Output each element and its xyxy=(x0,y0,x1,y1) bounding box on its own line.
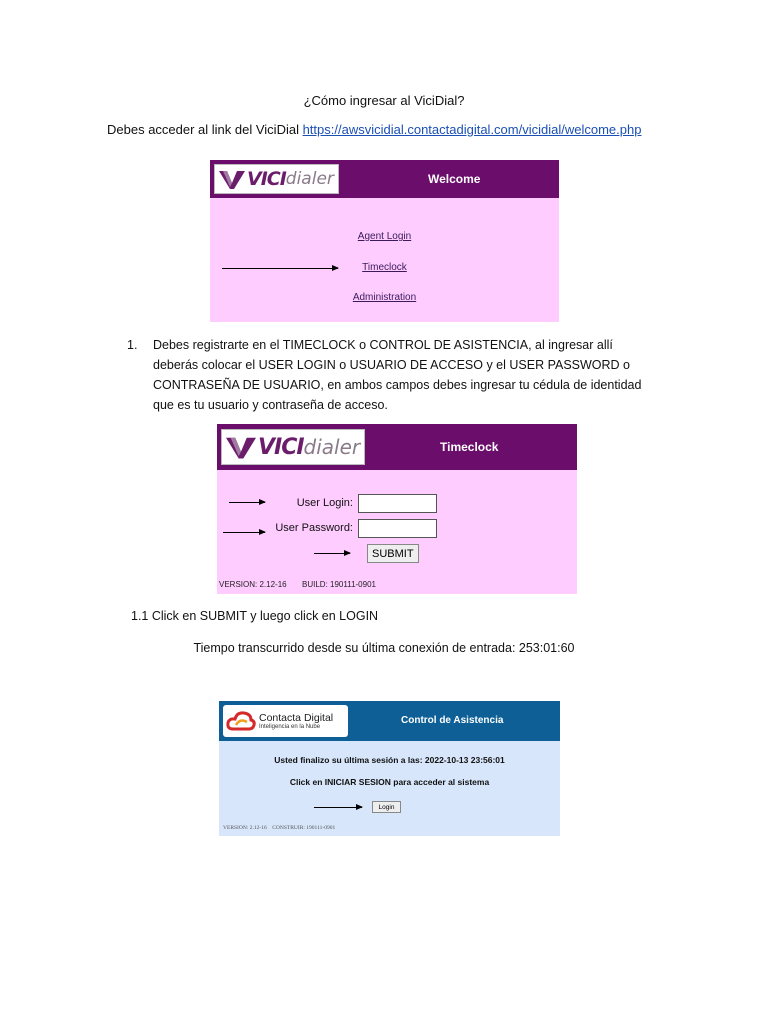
user-password-input[interactable] xyxy=(358,519,437,538)
timeclock-title: Timeclock xyxy=(440,440,499,454)
logo-tagline: Inteligencia en la Nube xyxy=(259,723,321,730)
user-password-label: User Password: xyxy=(275,522,353,534)
intro-line xyxy=(107,122,641,137)
logo-word-dialer: dialer xyxy=(303,435,361,459)
asistencia-header xyxy=(219,701,560,741)
intro-text: Debes acceder al link del ViciDial xyxy=(107,122,303,137)
welcome-title: Welcome xyxy=(428,172,481,186)
build-text: CONSTRUIR: 190111-0901 xyxy=(272,825,336,831)
step-1-text: Debes registrarte en el TIMECLOCK o CONTROL DE ASISTENCIA, al ingresar allí deberás colocar el USER LOGIN o USUARIO DE ACCESO y el USER PASSWORD o CONTRASEÑA DE USUARIO, en ambos campos debes ingresar tu cédula de identidad que es tu usuario y contraseña de acceso. xyxy=(153,338,642,412)
version-text: VERSION: 2.12-16 xyxy=(223,825,267,831)
welcome-screenshot xyxy=(210,160,559,322)
version-text: VERSION: 2.12-16 xyxy=(219,580,287,589)
cloud-icon xyxy=(226,709,256,733)
vicidialer-logo xyxy=(221,429,365,465)
asistencia-screenshot xyxy=(219,701,560,836)
logo-word-vici: VICI xyxy=(258,434,304,460)
arrow-icon xyxy=(314,807,362,808)
timeclock-body xyxy=(217,470,577,594)
document-title: ¿Cómo ingresar al ViciDial? xyxy=(303,93,465,108)
vici-v-icon xyxy=(219,169,245,189)
elapsed-time-text: Tiempo transcurrido desde su última conexión de entrada: 253:01:60 xyxy=(193,641,575,655)
user-login-label: User Login: xyxy=(296,497,353,509)
version-build-text xyxy=(223,825,335,831)
instruction-text: Click en INICIAR SESION para acceder al sistema xyxy=(289,777,490,787)
vicidialer-logo xyxy=(214,164,339,194)
timeclock-header xyxy=(217,424,577,470)
vicidial-url-link[interactable]: https://awsvicidial.contactadigital.com/vicidial/welcome.php xyxy=(302,122,642,137)
contacta-digital-logo xyxy=(223,705,348,737)
step-1 xyxy=(127,335,647,415)
last-session-text: Usted finalizo su última sesión a las: 2022-10-13 23:56:01 xyxy=(274,755,505,765)
login-button[interactable]: Login xyxy=(372,801,401,813)
arrow-icon xyxy=(314,553,350,554)
step-1-1: 1.1 Click en SUBMIT y luego click en LOGIN xyxy=(131,609,379,623)
timeclock-screenshot xyxy=(217,424,577,594)
arrow-icon xyxy=(229,502,265,503)
build-text: BUILD: 190111-0901 xyxy=(302,580,376,589)
vici-v-icon xyxy=(226,435,256,459)
administration-link[interactable]: Administration xyxy=(352,292,417,303)
asistencia-title: Control de Asistencia xyxy=(401,715,504,726)
asistencia-body xyxy=(219,741,560,836)
welcome-header xyxy=(210,160,559,198)
logo-word-vici: VICI xyxy=(247,168,286,190)
agent-login-link[interactable]: Agent Login xyxy=(357,231,412,242)
timeclock-link[interactable]: Timeclock xyxy=(362,262,407,273)
user-login-input[interactable] xyxy=(358,494,437,513)
logo-name: Contacta Digital xyxy=(259,711,334,724)
logo-word-dialer: dialer xyxy=(285,169,334,189)
submit-button[interactable]: SUBMIT xyxy=(367,544,419,563)
step-1-number: 1. xyxy=(127,338,138,352)
welcome-body xyxy=(210,198,559,322)
